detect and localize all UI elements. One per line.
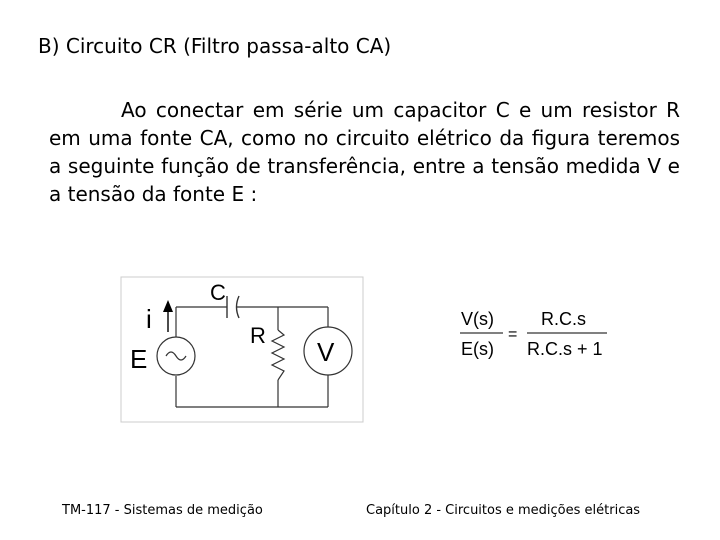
formula-rhs-numerator: R.C.s xyxy=(541,309,586,329)
body-paragraph-text: Ao conectar em série um capacitor C e um resistor R em uma fonte CA, como no circuito elétrico da figura teremos a seguinte função de transferência, entre a tensão medida V e a tensão da fonte E : xyxy=(49,98,680,206)
resistor-symbol xyxy=(272,330,284,380)
slide-title: B) Circuito CR (Filtro passa-alto CA) xyxy=(38,34,392,58)
formula-equals: = xyxy=(508,326,518,343)
formula-lhs-numerator: V(s) xyxy=(461,309,494,329)
formula-lhs-denominator: E(s) xyxy=(461,339,494,359)
label-i: i xyxy=(146,304,152,334)
footer-chapter: Capítulo 2 - Circuitos e medições elétricas xyxy=(366,503,641,518)
body-paragraph xyxy=(49,96,680,208)
label-c: C xyxy=(210,280,226,305)
current-arrow xyxy=(163,300,173,332)
ac-source-symbol xyxy=(157,337,195,375)
footer-course: TM-117 - Sistemas de medição xyxy=(62,503,263,518)
formula-rhs-denominator: R.C.s + 1 xyxy=(527,339,603,359)
label-r: R xyxy=(250,323,266,348)
capacitor-symbol xyxy=(227,296,239,318)
transfer-function-formula xyxy=(455,300,625,370)
label-e: E xyxy=(130,344,148,374)
circuit-diagram xyxy=(118,272,368,424)
label-v: V xyxy=(317,337,335,367)
